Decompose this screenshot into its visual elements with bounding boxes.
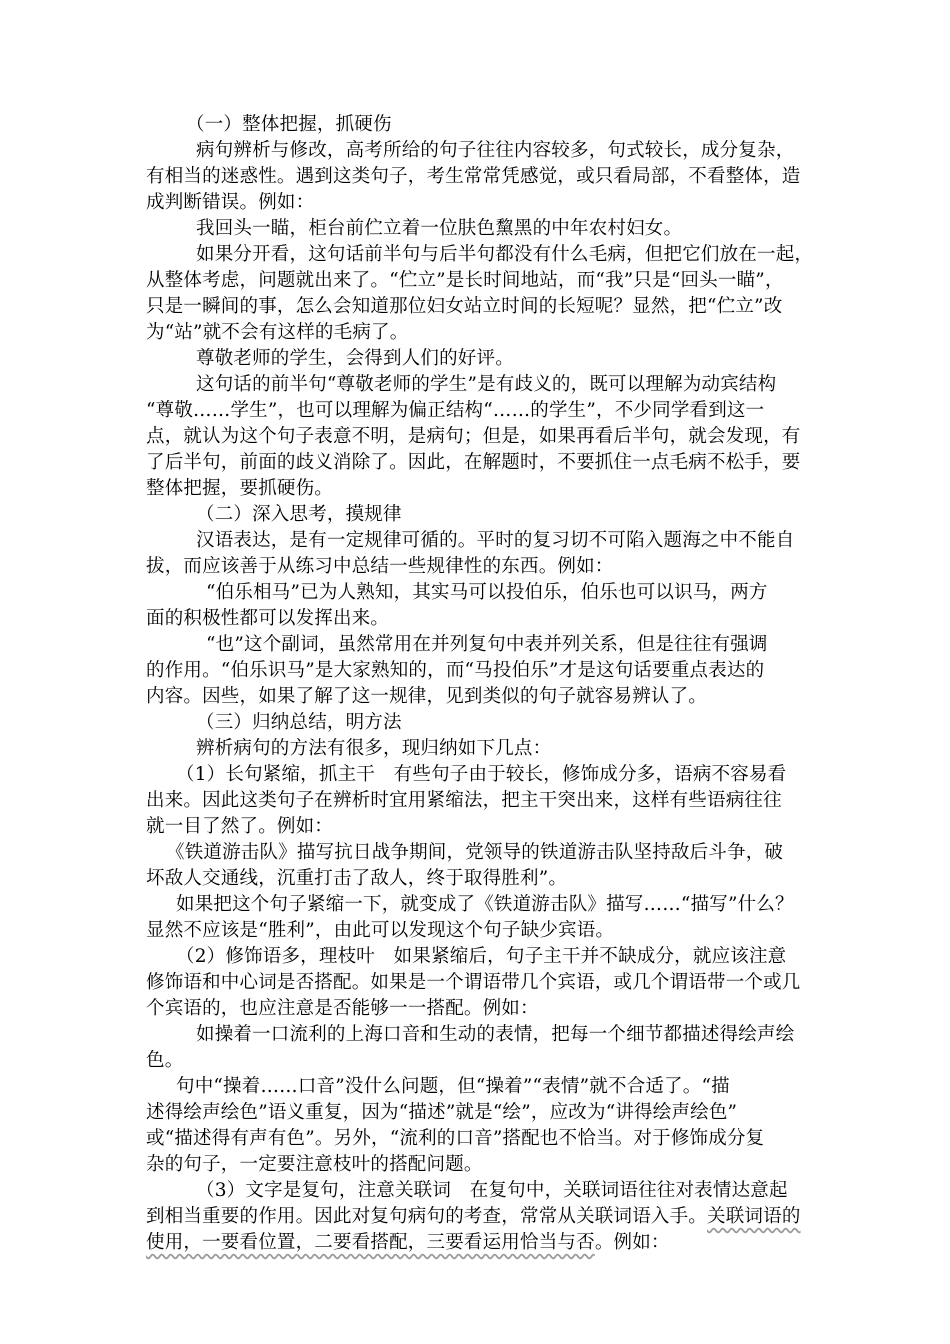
method-1-line: 出来。因此这类句子在辨析时宜用紧缩法，把主干突出来，这样有些语病往往 [146, 790, 782, 811]
paragraph-2-line: 为“站”就不会有这样的毛病了。 [146, 322, 409, 343]
paragraph-8-line: 句中“操着……口音”没什么问题，但“操着”“表情”就不合适了。“描 [176, 1076, 730, 1097]
method-2-line: （2）修饰语多，理枝叶 如果紧缩后，句子主干并不缺成分，就应该注意 [176, 946, 787, 967]
method-2-line: 修饰语和中心词是否搭配。如果是一个谓语带几个宾语，或几个谓语带一个或几 [146, 972, 801, 993]
paragraph-2-line: 从整体考虑，问题就出来了。“伫立”是长时间地站，而“我”只是“回头一瞄”， [146, 270, 784, 291]
paragraph-2-line: 只是一瞬间的事，怎么会知道那位妇女站立时间的长短呢？显然，把“伫立”改 [146, 296, 783, 317]
paragraph-1-line: 有相当的迷惑性。遇到这类句子，考生常常凭感觉，或只看局部，不看整体，造 [146, 166, 801, 187]
paragraph-4-line: 汉语表达，是有一定规律可循的。平时的复习切不可陷入题海之中不能自 [196, 530, 795, 551]
example-2: 尊敬老师的学生，会得到人们的好评。 [196, 348, 514, 369]
paragraph-5-line: 的作用。“伯乐识马”是大家熟知的，而“马投伯乐”才是这句话要重点表达的 [146, 660, 765, 681]
paragraph-5-line: “也”这个副词，虽然常用在并列复句中表并列关系，但是往往有强调 [206, 634, 768, 655]
paragraph-3-line: 整体把握，要抓硬伤。 [146, 478, 334, 499]
method-1-line: 就一目了然了。例如： [146, 816, 334, 837]
method-1-line: （1）长句紧缩，抓主干 有些句子由于较长，修饰成分多，语病不容易看 [176, 764, 787, 785]
paragraph-3-line: “尊敬……学生”，也可以理解为偏正结构“……的学生”，不少同学看到这一 [146, 400, 765, 421]
paragraph-6: 辨析病句的方法有很多，现归纳如下几点： [196, 738, 552, 759]
paragraph-3-line: 点，就认为这个句子表意不明，是病句；但是，如果再看后半句，就会发现，有 [146, 426, 801, 447]
section-1-heading: （一）整体把握，抓硬伤 [186, 114, 392, 135]
paragraph-5-line: 内容。因些，如果了解了这一规律，见到类似的句子就容易辨认了。 [146, 686, 708, 707]
paragraph-2-line: 如果分开看，这句话前半句与后半句都没有什么毛病，但把它们放在一起， [196, 244, 814, 265]
section-3-heading: （三）归纳总结，明方法 [196, 712, 402, 733]
paragraph-8-line: 述得绘声绘色”语义重复，因为“描述”就是“绘”，应改为“讲得绘声绘色” [146, 1102, 738, 1123]
example-1: 我回头一瞄，柜台前伫立着一位肤色黧黑的中年农村妇女。 [196, 218, 683, 239]
method-3-line: （3）文字是复句，注意关联词 在复句中，关联词语往往对表情达意起 [196, 1180, 788, 1201]
paragraph-4-line: 拔，而应该善于从练习中总结一些规律性的东西。例如： [146, 556, 614, 577]
paragraph-3-line: 了后半句，前面的歧义消除了。因此，在解题时，不要抓住一点毛病不松手，要 [146, 452, 801, 473]
paragraph-1-line: 病句辨析与修改，高考所给的句子往往内容较多，句式较长，成分复杂， [196, 140, 795, 161]
paragraph-7-line: 如果把这个句子紧缩一下，就变成了《铁道游击队》描写……“描写”什么？ [176, 894, 794, 915]
paragraph-8-line: 杂的句子，一定要注意枝叶的搭配问题。 [146, 1154, 483, 1175]
grammar-underline: 关联词语的 [707, 1206, 801, 1227]
example-5-line: 如操着一口流利的上海口音和生动的表情，把每一个细节都描述得绘声绘 [196, 1024, 795, 1045]
paragraph-1-line: 成判断错误。例如： [146, 192, 315, 213]
method-3-line [146, 1230, 670, 1256]
paragraph-3-line: 这句话的前半句“尊敬老师的学生”是有歧义的，既可以理解为动宾结构 [196, 374, 777, 395]
paragraph-8-line: 或“描述得有声有色”。另外，“流利的口音”搭配也不恰当。对于修饰成分复 [146, 1128, 765, 1149]
paragraph-7-line: 显然不应该是“胜利”，由此可以发现这个句子缺少宾语。 [146, 920, 615, 941]
example-5-line: 色。 [146, 1050, 184, 1071]
example-3-line: “伯乐相马”已为人熟知，其实马可以投伯乐，伯乐也可以识马，两方 [206, 582, 768, 603]
example-4-line: 《铁道游击队》描写抗日战争期间，党领导的铁道游击队坚持敌后斗争，破 [166, 842, 784, 863]
method-3-line [146, 1204, 801, 1230]
section-2-heading: （二）深入思考，摸规律 [196, 504, 402, 525]
grammar-underline: 使用，一要看位置，二要看搭配，三要看运用恰当与否 [146, 1232, 595, 1253]
example-3-line: 面的积极性都可以发挥出来。 [146, 608, 390, 629]
method-3-text: 。例如： [594, 1232, 670, 1253]
method-2-line: 个宾语的，也应注意是否能够一一搭配。例如： [146, 998, 539, 1019]
example-4-line: 坏敌人交通线，沉重打击了敌人，终于取得胜利”。 [146, 868, 568, 889]
method-3-text: 到相当重要的作用。因此对复句病句的考查，常常从关联词语入手。 [146, 1206, 708, 1227]
